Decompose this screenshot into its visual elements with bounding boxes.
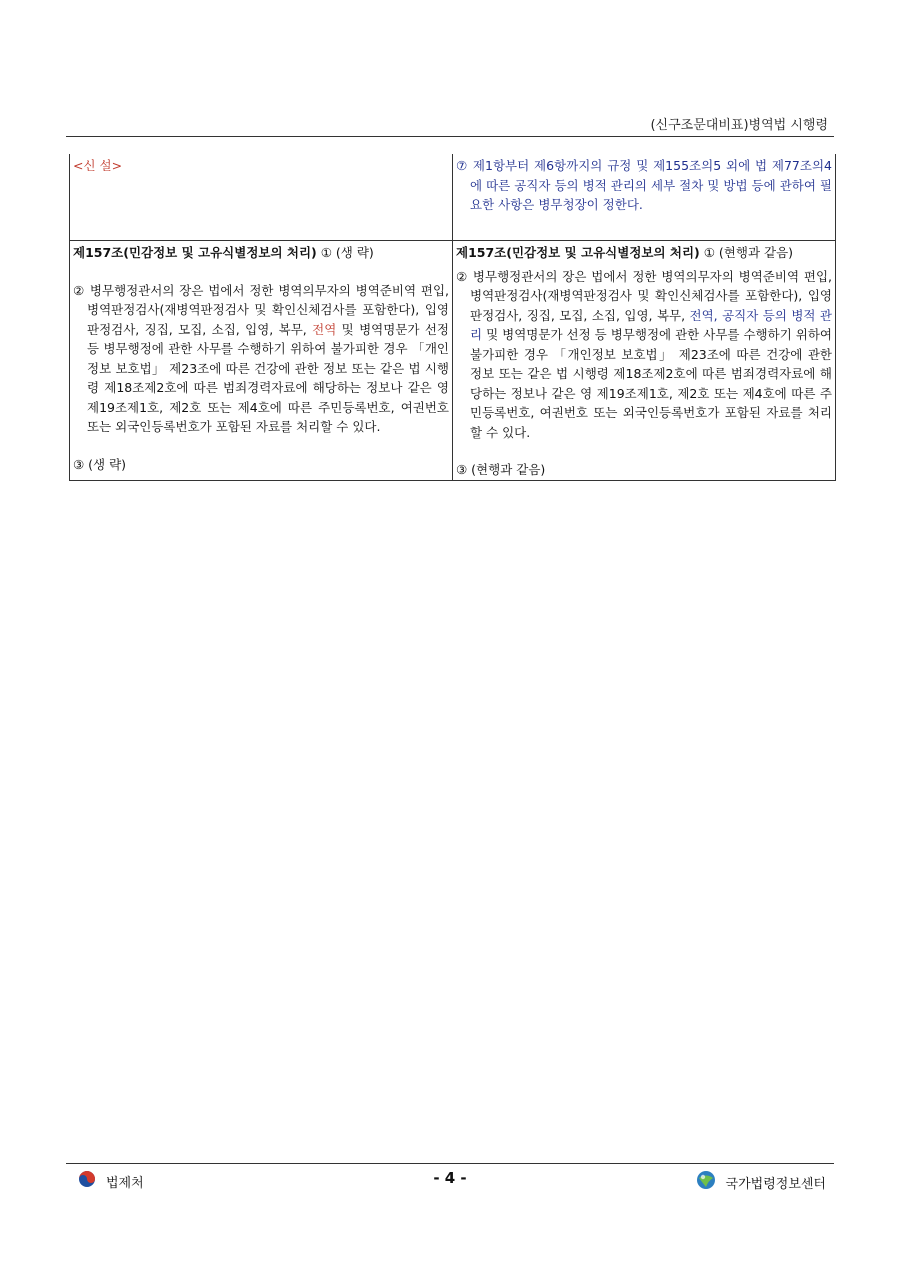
article-157-heading <box>73 243 449 263</box>
paragraph-1-text: ① (현행과 같음) <box>699 245 794 260</box>
table-row <box>70 241 836 481</box>
page-header <box>66 108 834 137</box>
document-title: (신구조문대비표)병역법 시행령 <box>650 118 828 133</box>
footer-right <box>696 1170 826 1194</box>
new-text-cell <box>453 241 836 481</box>
paragraph-2-text-a: ② 병무행정관서의 장은 법에서 정한 병역의무자의 병역준비역 편입, 병역판정검사(재병역판정검사 및 확인신체검사를 포함한다), 입영판정검사, 징집, 모집, 소집, 입영, 복무, <box>73 282 449 337</box>
globe-logo-icon <box>696 1170 716 1194</box>
article-157-heading <box>456 243 832 263</box>
page-number: - 4 - <box>433 1169 467 1187</box>
paragraph-2-text-b: 및 병역명문가 선정 등 병무행정에 관한 사무를 수행하기 위하여 불가피한 경우 「개인정보 보호법」 제23조에 따른 건강에 관한 정보 또는 같은 법 시행령 제18조제2호에 따른 범죄경력자료에 해당하는 정보나 같은 영 제19조제1호, 제2호 또는 제4호에 따른 주민등록번호, 여권번호 또는 외국인등록번호가 포함된 자료를 처리할 수 있다. <box>470 327 832 440</box>
article-title: 제157조(민감정보 및 고유식별정보의 처리) <box>456 245 700 260</box>
paragraph-1-text: ① (생 략) <box>316 245 374 260</box>
law-center-name: 국가법령정보센터 <box>725 1176 826 1192</box>
paragraph-2-text-a: ② 병무행정관서의 장은 법에서 정한 병역의무자의 병역준비역 편입, 병역판정검사(재병역판정검사 및 확인신체검사를 포함한다), 입영판정검사, 징집, 모집, 소집, 입영, 복무, <box>456 268 832 323</box>
page-footer <box>66 1163 834 1198</box>
old-text-cell <box>70 154 453 241</box>
paragraph-7-new: ⑦ 제1항부터 제6항까지의 규정 및 제155조의5 외에 법 제77조의4에 따른 공직자 등의 병적 관리의 세부 절차 및 방법 등에 관하여 필요한 사항은 병무청장이 정한다. <box>456 158 832 212</box>
paragraph-2-new <box>456 267 832 443</box>
comparison-table <box>69 154 836 481</box>
old-text-cell <box>70 241 453 481</box>
changed-text: 전역 <box>312 321 337 337</box>
table-row <box>70 154 836 241</box>
paragraph-3-new: ③ (현행과 같음) <box>456 462 546 477</box>
paragraph-2-old <box>73 281 449 437</box>
ministry-name: 법제처 <box>106 1175 144 1191</box>
new-text-cell <box>453 154 836 241</box>
paragraph-3-old: ③ (생 략) <box>73 456 127 472</box>
changed-text: 전역, 공직자 등의 병적 관리 <box>470 307 832 342</box>
paragraph-2-text-b: 및 병역명문가 선정 등 병무행정에 관한 사무를 수행하기 위하여 불가피한 경우 「개인정보 보호법」 제23조에 따른 건강에 관한 정보 또는 같은 법 시행령 제18조제2호에 따른 범죄경력자료에 해당하는 정보나 같은 영 제19조제1호, 제2호 또는 제4호에 따른 주민등록번호, 여권번호 또는 외국인등록번호가 포함된 자료를 처리할 수 있다. <box>87 321 449 434</box>
article-title: 제157조(민감정보 및 고유식별정보의 처리) <box>73 245 317 260</box>
new-provision-label: <신 설> <box>73 158 123 173</box>
